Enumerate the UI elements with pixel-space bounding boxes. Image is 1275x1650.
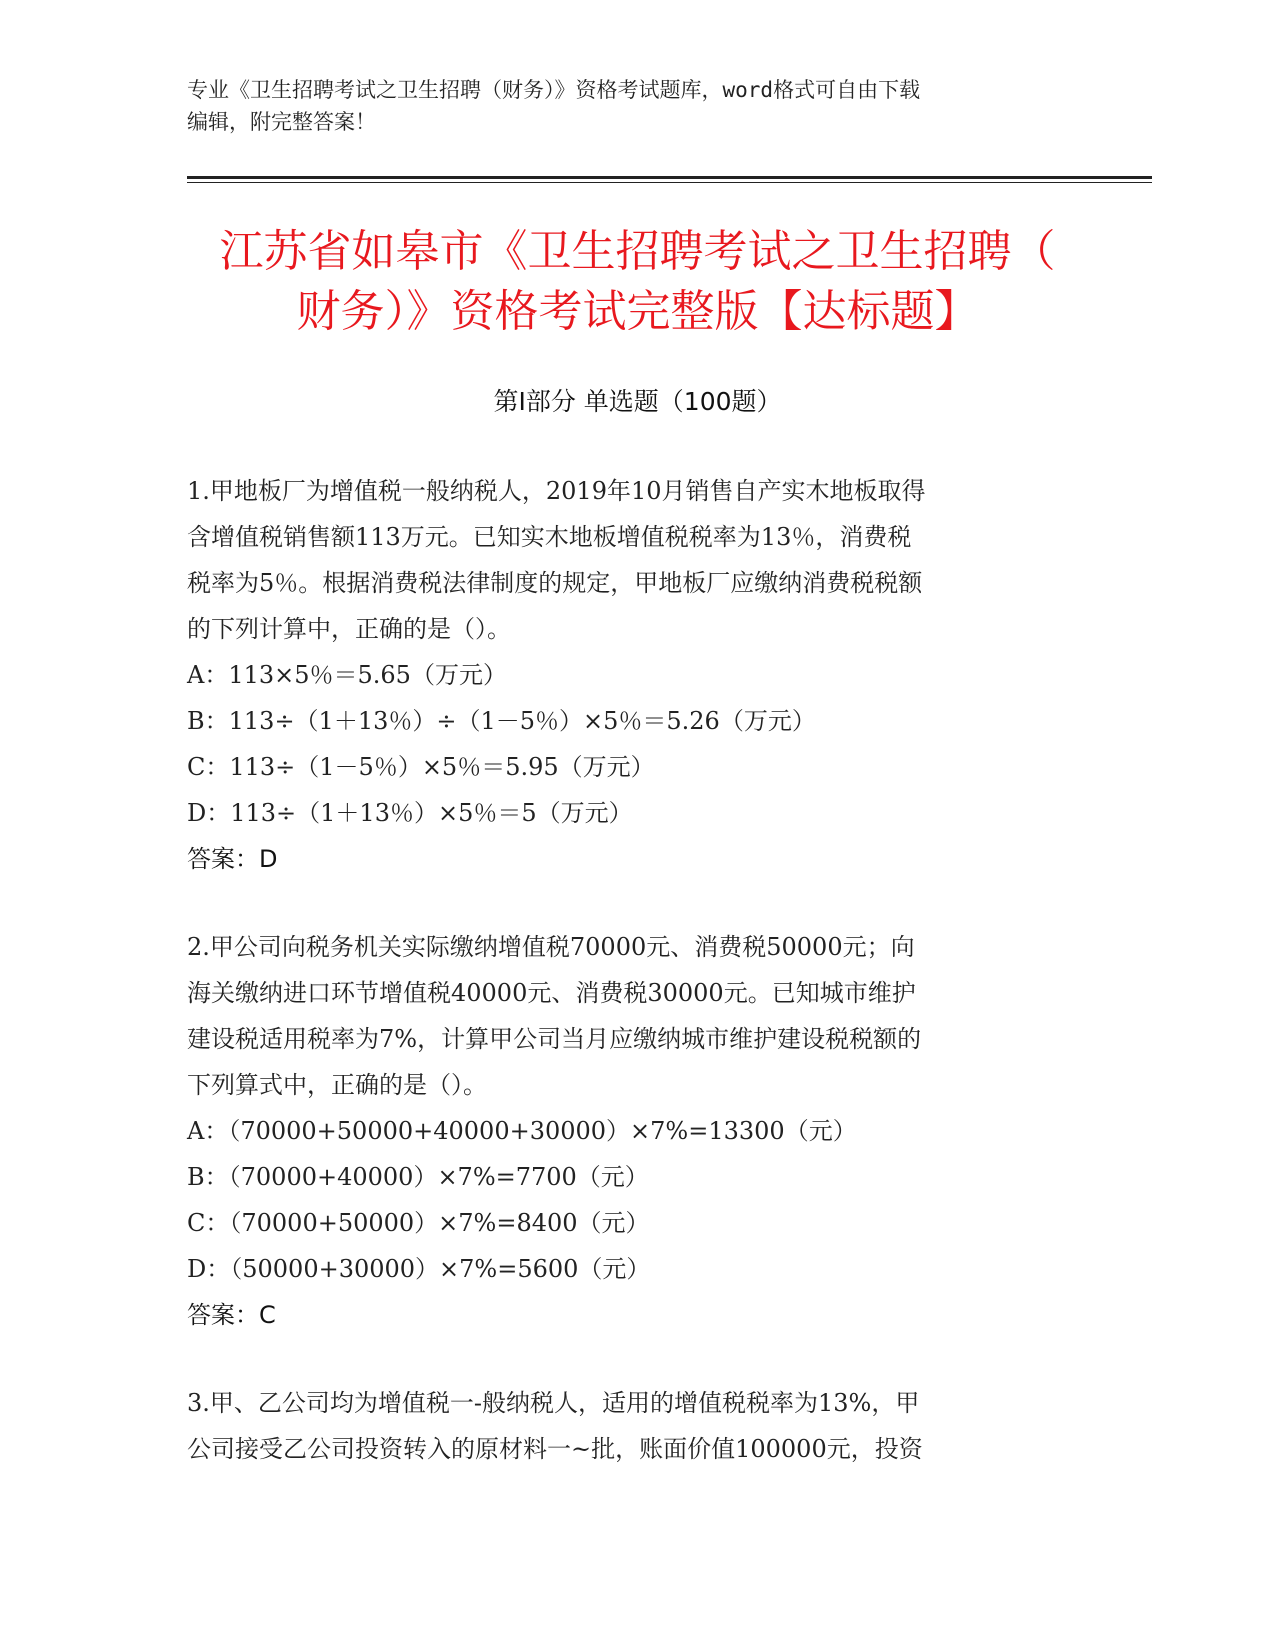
question-text-line: 3.甲、乙公司均为增值税一-般纳税人，适用的增值税税率为13%，甲	[187, 1389, 920, 1417]
question-text-line: 建设税适用税率为7%，计算甲公司当月应缴纳城市维护建设税税额的	[187, 1025, 922, 1053]
question-text-line: 下列算式中，正确的是（）。	[187, 1071, 487, 1099]
question-3	[187, 1380, 1087, 1472]
section-heading: 第Ⅰ部分 单选题（100题）	[493, 387, 782, 416]
header-note	[187, 74, 1087, 138]
question-1	[187, 468, 1087, 882]
header-divider-thick	[187, 176, 1152, 179]
option-b: B：113÷（1＋13％）÷（1－5％）×5％＝5.26（万元）	[187, 707, 816, 735]
question-2	[187, 924, 1087, 1338]
question-text-line: 1.甲地板厂为增值税一般纳税人，2019年10月销售自产实木地板取得	[187, 477, 926, 505]
question-text-line: 公司接受乙公司投资转入的原材料一~批，账面价值100000元，投资	[187, 1435, 923, 1463]
document-title-line-2: 财务）》资格考试完整版【达标题】	[296, 286, 979, 337]
document-title	[150, 222, 1125, 342]
question-text-line: 税率为5％。根据消费税法律制度的规定，甲地板厂应缴纳消费税税额	[187, 569, 923, 597]
question-text-line: 2.甲公司向税务机关实际缴纳增值税70000元、消费税50000元；向	[187, 933, 915, 961]
option-b: B：（70000+40000）×7%=7700（元）	[187, 1163, 649, 1191]
option-c: C：（70000+50000）×7%=8400（元）	[187, 1209, 650, 1237]
header-divider-thin	[187, 182, 1152, 183]
option-d: D：113÷（1＋13％）×5％＝5（万元）	[187, 799, 633, 827]
header-note-line-1: 专业《卫生招聘考试之卫生招聘（财务）》资格考试题库，word格式可自由下载	[187, 78, 921, 102]
document-title-line-1: 江苏省如皋市《卫生招聘考试之卫生招聘（	[219, 226, 1056, 277]
option-d: D：（50000+30000）×7%=5600（元）	[187, 1255, 651, 1283]
header-note-line-2: 编辑，附完整答案！	[187, 110, 376, 134]
question-text-line: 含增值税销售额113万元。已知实木地板增值税税率为13％，消费税	[187, 523, 912, 551]
answer: 答案：D	[187, 845, 278, 873]
answer: 答案：C	[187, 1301, 276, 1329]
question-text-line: 海关缴纳进口环节增值税40000元、消费税30000元。已知城市维护	[187, 979, 916, 1007]
question-text-line: 的下列计算中，正确的是（）。	[187, 615, 511, 643]
option-c: C：113÷（1－5％）×5％＝5.95（万元）	[187, 753, 655, 781]
option-a: A：113×5％＝5.65（万元）	[187, 661, 507, 689]
option-a: A：（70000+50000+40000+30000）×7%=13300（元）	[187, 1117, 857, 1145]
